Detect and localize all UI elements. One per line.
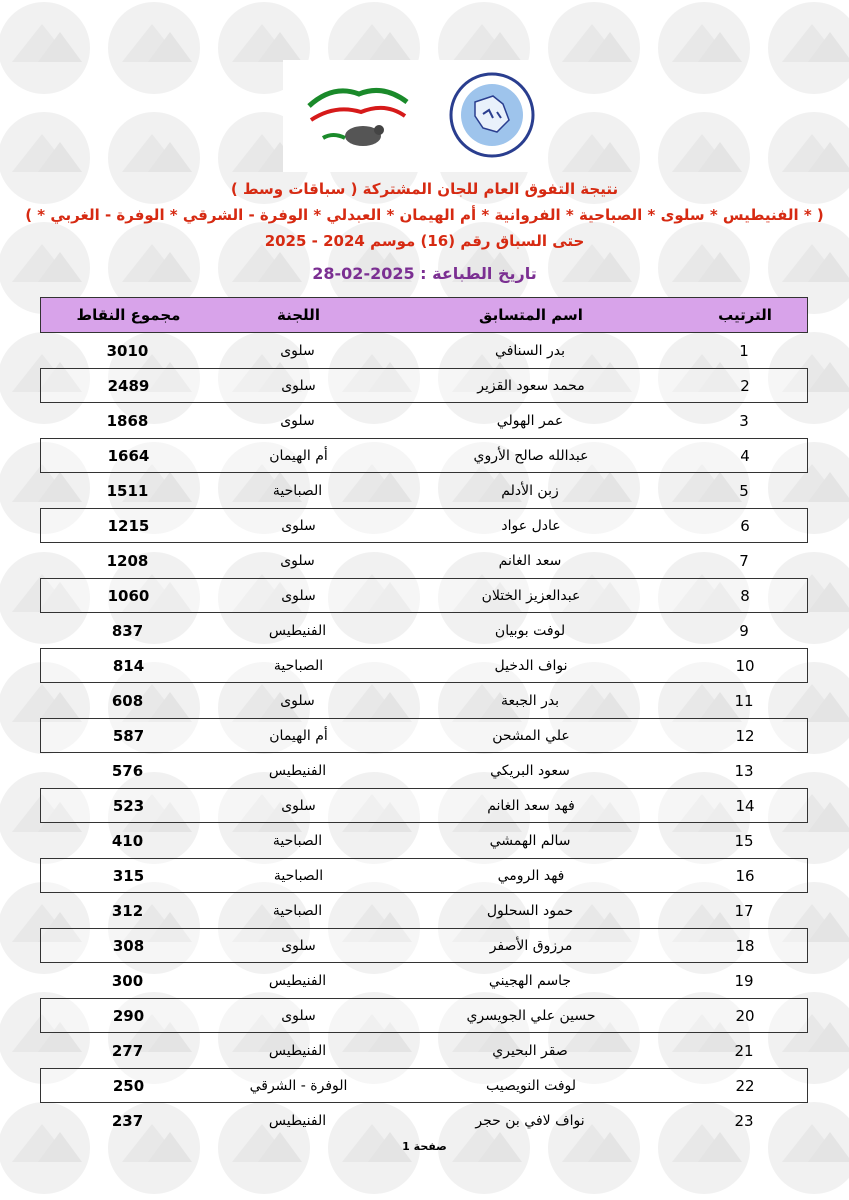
col-name-header: اسم المتسابق — [479, 306, 583, 324]
cell-name: لوفت بوبيان — [494, 622, 566, 639]
cell-committee: الفنيطيس — [268, 972, 327, 989]
cell-points: 308 — [112, 936, 145, 955]
cell-name: عمر الهولي — [496, 412, 564, 429]
table-row — [40, 998, 808, 1033]
cell-rank: 7 — [739, 551, 749, 570]
table-row — [40, 718, 808, 753]
table-row — [40, 823, 808, 858]
table-row — [40, 368, 808, 403]
cell-committee: الفنيطيس — [268, 622, 327, 639]
table-row — [40, 963, 808, 998]
cell-name: جاسم الهجيني — [488, 972, 572, 989]
results-table — [40, 297, 808, 1138]
cell-name: فهد الرومي — [497, 867, 565, 884]
cell-name: محمد سعود القزير — [477, 377, 585, 394]
cell-points: 312 — [111, 901, 144, 920]
cell-committee: الصباحية — [272, 832, 323, 849]
cell-committee: سلوى — [280, 692, 315, 709]
cell-name: عبدالعزيز الختلان — [481, 587, 581, 604]
table-row — [40, 438, 808, 473]
cell-points: 410 — [111, 831, 144, 850]
table-row — [40, 788, 808, 823]
cell-committee: سلوى — [281, 377, 316, 394]
table-row — [40, 543, 808, 578]
cell-rank: 8 — [740, 586, 750, 605]
cell-name: صقر البحيري — [492, 1042, 568, 1059]
cell-committee: سلوى — [281, 517, 316, 534]
cell-name: سعود البريكي — [490, 762, 570, 779]
cell-name: زبن الأدلم — [501, 482, 559, 499]
cell-rank: 4 — [740, 446, 750, 465]
cell-points: 315 — [112, 866, 145, 885]
cell-committee: سلوى — [280, 412, 315, 429]
cell-points: 1215 — [107, 516, 150, 535]
cell-committee: الصباحية — [273, 657, 324, 674]
cell-points: 1208 — [106, 551, 149, 570]
col-points-header: مجموع النقاط — [76, 306, 181, 324]
cell-committee: أم الهيمان — [269, 447, 328, 464]
cell-committee: الصباحية — [272, 902, 323, 919]
table-row — [40, 753, 808, 788]
cell-points: 2489 — [107, 376, 150, 395]
cell-name: سالم الهمشي — [489, 832, 571, 849]
cell-committee: سلوى — [281, 1007, 316, 1024]
cell-rank: 16 — [735, 866, 755, 885]
table-row — [40, 1068, 808, 1103]
cell-name: حمود السحلول — [486, 902, 574, 919]
col-rank-header: الترتيب — [718, 306, 772, 324]
cell-rank: 9 — [739, 621, 749, 640]
table-header — [40, 297, 808, 333]
cell-points: 1664 — [107, 446, 150, 465]
cell-points: 1060 — [107, 586, 150, 605]
cell-name: نواف الدخيل — [494, 657, 568, 674]
cell-committee: أم الهيمان — [269, 727, 328, 744]
cell-points: 814 — [112, 656, 145, 675]
table-row — [40, 473, 808, 508]
table-row — [40, 403, 808, 438]
table-row — [40, 893, 808, 928]
cell-rank: 21 — [734, 1041, 754, 1060]
cell-name: نواف لافي بن حجر — [475, 1112, 585, 1129]
cell-committee: سلوى — [280, 342, 315, 359]
cell-rank: 20 — [735, 1006, 755, 1025]
cell-name: بدر الجبعة — [500, 692, 560, 709]
cell-rank: 12 — [735, 726, 755, 745]
print-date: تاريخ الطباعة : 2025-02-28 — [312, 264, 537, 283]
cell-points: 250 — [112, 1076, 145, 1095]
cell-name: لوفت النويصيب — [486, 1077, 577, 1094]
cell-points: 1511 — [106, 481, 149, 500]
club-logo — [303, 80, 413, 152]
title-committees: ( * الفنيطيس * سلوى * الصباحية * الفروانية * أم الهيمان * العبدلي * الوفرة - الشرقي * الوفرة - الغربي * ) — [25, 206, 824, 224]
cell-rank: 5 — [739, 481, 749, 500]
cell-rank: 14 — [735, 796, 755, 815]
cell-name: عادل عواد — [501, 517, 561, 534]
title-main: نتيجة التفوق العام للجان المشتركة ( سباقات وسط ) — [230, 180, 619, 198]
table-row — [40, 613, 808, 648]
cell-name: بدر السنافي — [495, 342, 565, 359]
cell-points: 237 — [111, 1111, 144, 1130]
cell-committee: سلوى — [281, 797, 316, 814]
cell-committee: الصباحية — [273, 867, 324, 884]
cell-rank: 6 — [740, 516, 750, 535]
table-row — [40, 683, 808, 718]
title-season: حتى السباق رقم (16) موسم 2024 - 2025 — [264, 232, 585, 250]
cell-points: 576 — [111, 761, 144, 780]
cell-rank: 13 — [734, 761, 754, 780]
cell-rank: 1 — [739, 341, 749, 360]
table-body — [40, 333, 808, 1138]
cell-rank: 19 — [734, 971, 754, 990]
table-row — [40, 508, 808, 543]
col-committee-header: اللجنة — [277, 306, 320, 324]
cell-rank: 2 — [740, 376, 750, 395]
cell-name: مرزوق الأصفر — [489, 937, 573, 954]
cell-name: سعد الغانم — [498, 552, 562, 569]
page-number: صفحة 1 — [402, 1140, 447, 1153]
cell-name: علي المشحن — [492, 727, 570, 744]
table-row — [40, 333, 808, 368]
cell-points: 3010 — [106, 341, 149, 360]
cell-rank: 15 — [734, 831, 754, 850]
cell-committee: الفنيطيس — [268, 762, 327, 779]
cell-name: فهد سعد الغانم — [487, 797, 575, 814]
cell-committee: الوفرة - الشرقي — [249, 1077, 348, 1094]
cell-rank: 23 — [734, 1111, 754, 1130]
logos-header — [283, 60, 545, 172]
cell-name: عبدالله صالح الأروي — [473, 447, 589, 464]
cell-points: 523 — [112, 796, 145, 815]
cell-rank: 18 — [735, 936, 755, 955]
cell-points: 608 — [111, 691, 144, 710]
cell-committee: الفنيطيس — [268, 1112, 327, 1129]
cell-rank: 3 — [739, 411, 749, 430]
cell-points: 837 — [111, 621, 144, 640]
cell-points: 1868 — [106, 411, 149, 430]
cell-committee: سلوى — [281, 587, 316, 604]
cell-rank: 10 — [735, 656, 755, 675]
cell-committee: سلوى — [280, 552, 315, 569]
cell-committee: الصباحية — [272, 482, 323, 499]
federation-seal-logo — [449, 72, 535, 158]
table-row — [40, 1033, 808, 1068]
table-row — [40, 578, 808, 613]
cell-rank: 17 — [734, 901, 754, 920]
table-row — [40, 858, 808, 893]
cell-rank: 22 — [735, 1076, 755, 1095]
cell-rank: 11 — [734, 691, 754, 710]
cell-committee: الفنيطيس — [268, 1042, 327, 1059]
cell-points: 290 — [112, 1006, 145, 1025]
cell-points: 277 — [111, 1041, 144, 1060]
cell-points: 300 — [111, 971, 144, 990]
cell-committee: سلوى — [281, 937, 316, 954]
table-row — [40, 928, 808, 963]
cell-name: حسين علي الجويسري — [466, 1007, 596, 1024]
table-row — [40, 648, 808, 683]
table-row — [40, 1103, 808, 1138]
cell-points: 587 — [112, 726, 145, 745]
